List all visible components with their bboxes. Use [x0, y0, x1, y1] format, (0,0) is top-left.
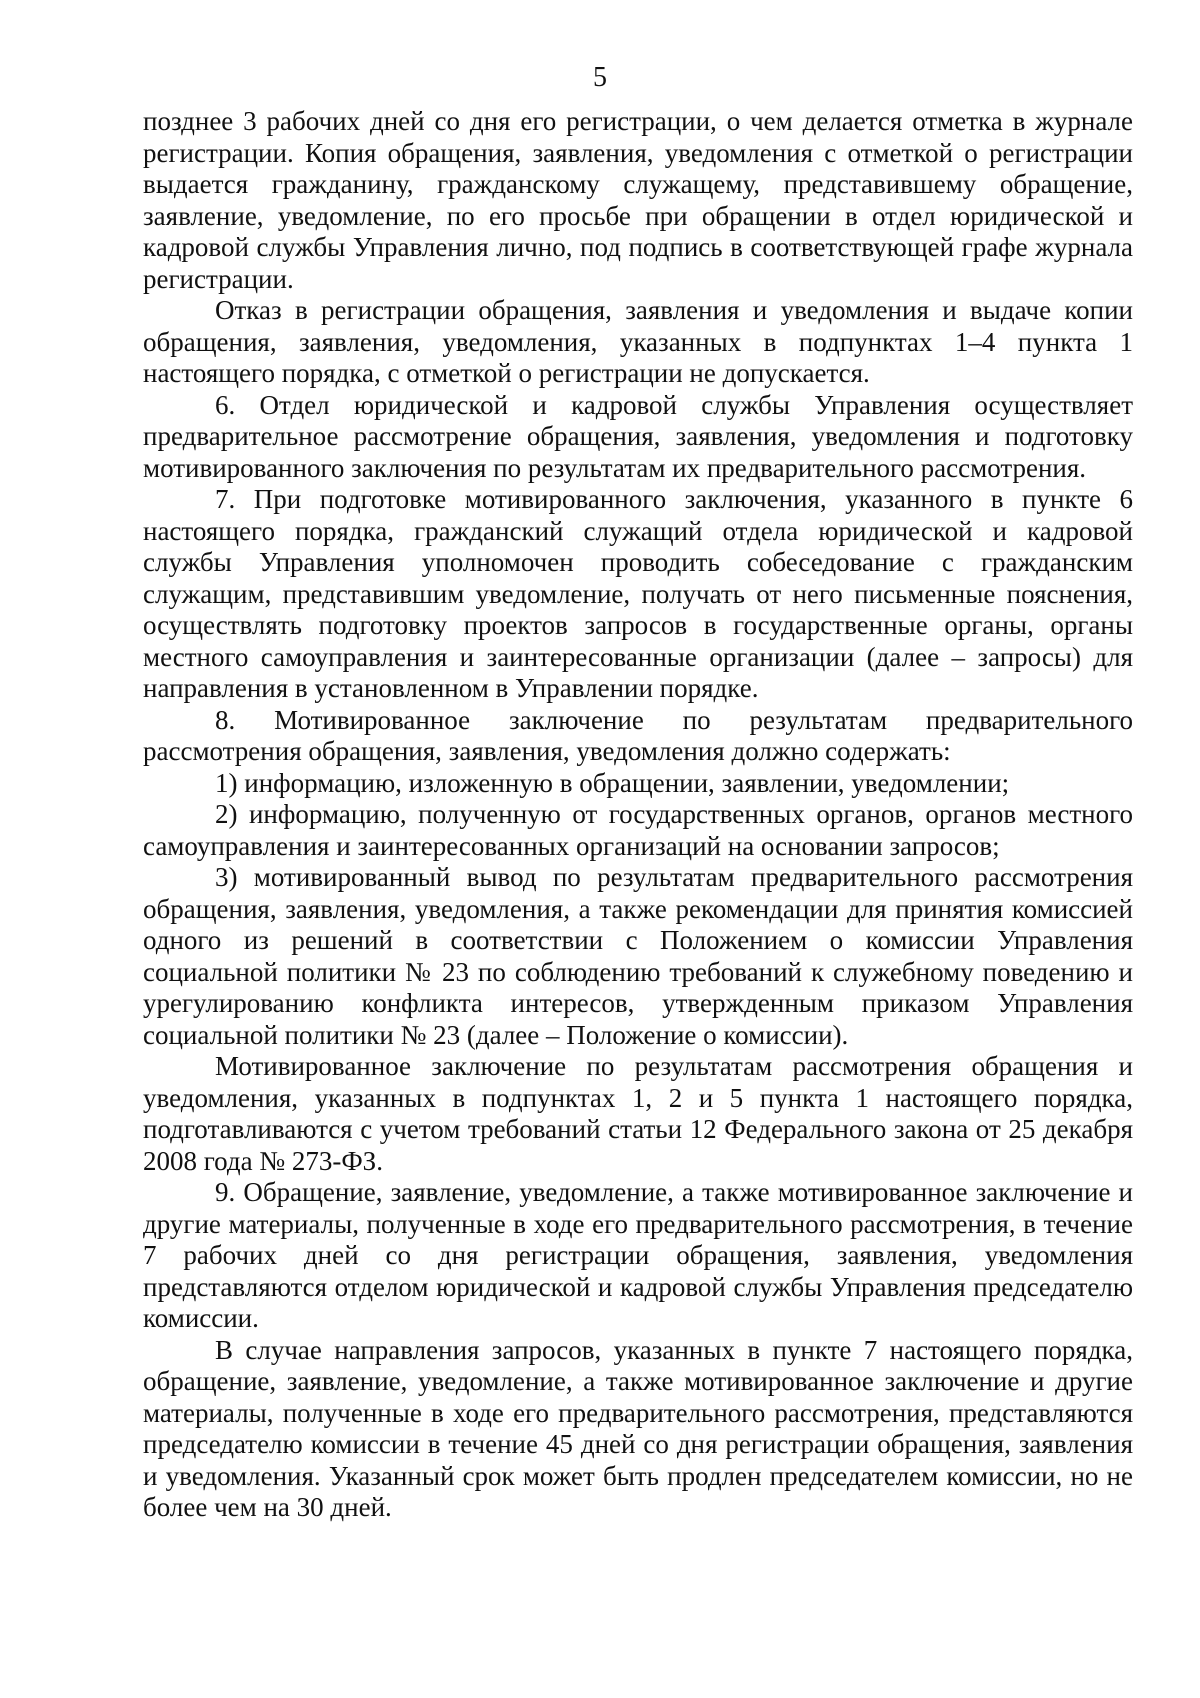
- paragraph-registration-refusal: Отказ в регистрации обращения, заявления и уведомления и выдаче копии обращения, заявления, уведомления, указанных в подпунктах 1–4 пункта 1 настоящего порядка, с отметкой о регистрации не допускается.: [143, 295, 1133, 388]
- paragraph-item-6: 6. Отдел юридической и кадровой службы Управления осуществляет предварительное рассмотрение обращения, заявления, уведомления и подготовку мотивированного заключения по результатам их предварительного рассмотрения.: [143, 389, 1133, 483]
- paragraph-subitem-2: 2) информацию, полученную от государственных органов, органов местного самоуправления и заинтересованных организаций на основании запросов;: [143, 799, 1133, 861]
- paragraph-requests-case: В случае направления запросов, указанных в пункте 7 настоящего порядка, обращение, заявление, уведомление, а также мотивированное заключение и другие материалы, полученные в ходе его предварительного рассмотрения, представляются председателю комиссии в течение 45 дней со дня регистрации обращения, заявления и уведомления. Указанный срок может быть продлен председателем комиссии, но не более чем на 30 дней.: [143, 1334, 1133, 1522]
- paragraph-motivated-conclusion: Мотивированное заключение по результатам рассмотрения обращения и уведомления, указанных в подпунктах 1, 2 и 5 пункта 1 настоящего порядка, подготавливаются с учетом требований статьи 12 Федерального закона от 25 декабря 2008 года № 273-ФЗ.: [143, 1051, 1133, 1176]
- paragraph-item-9: 9. Обращение, заявление, уведомление, а также мотивированное заключение и другие материалы, полученные в ходе его предварительного рассмотрения, в течение 7 рабочих дней со дня регистрации обращения, заявления, уведомления представляются отделом юридической и кадровой службы Управления председателю комиссии.: [143, 1177, 1133, 1333]
- paragraph-continuation: позднее 3 рабочих дней со дня его регистрации, о чем делается отметка в журнале регистрации. Копия обращения, заявления, уведомления с отметкой о регистрации выдается гражданину, гражданскому служащему, представившему обращение, заявление, уведомление, по его просьбе при обращении в отдел юридической и кадровой службы Управления лично, под подпись в соответствующей графе журнала регистрации.: [143, 106, 1133, 294]
- page-number: 5: [593, 62, 607, 93]
- paragraph-item-8: 8. Мотивированное заключение по результатам предварительного рассмотрения обращения, заявления, уведомления должно содержать:: [143, 704, 1133, 766]
- paragraph-subitem-1: 1) информацию, изложенную в обращении, заявлении, уведомлении;: [215, 767, 1010, 798]
- paragraph-subitem-3: 3) мотивированный вывод по результатам предварительного рассмотрения обращения, заявления, уведомления, а также рекомендации для принятия комиссией одного из решений в соответствии с Положением о комиссии Управления социальной политики № 23 по соблюдению требований к служебному поведению и урегулированию конфликта интересов, утвержденным приказом Управления социальной политики № 23 (далее – Положение о комиссии).: [143, 862, 1133, 1050]
- paragraph-item-7: 7. При подготовке мотивированного заключения, указанного в пункте 6 настоящего порядка, гражданский служащий отдела юридической и кадровой службы Управления уполномочен проводить собеседование с гражданским служащим, представившим уведомление, получать от него письменные пояснения, осуществлять подготовку проектов запросов в государственные органы, органы местного самоуправления и заинтересованные организации (далее – запросы) для направления в установленном в Управлении порядке.: [143, 484, 1133, 703]
- document-body: [143, 106, 1133, 1524]
